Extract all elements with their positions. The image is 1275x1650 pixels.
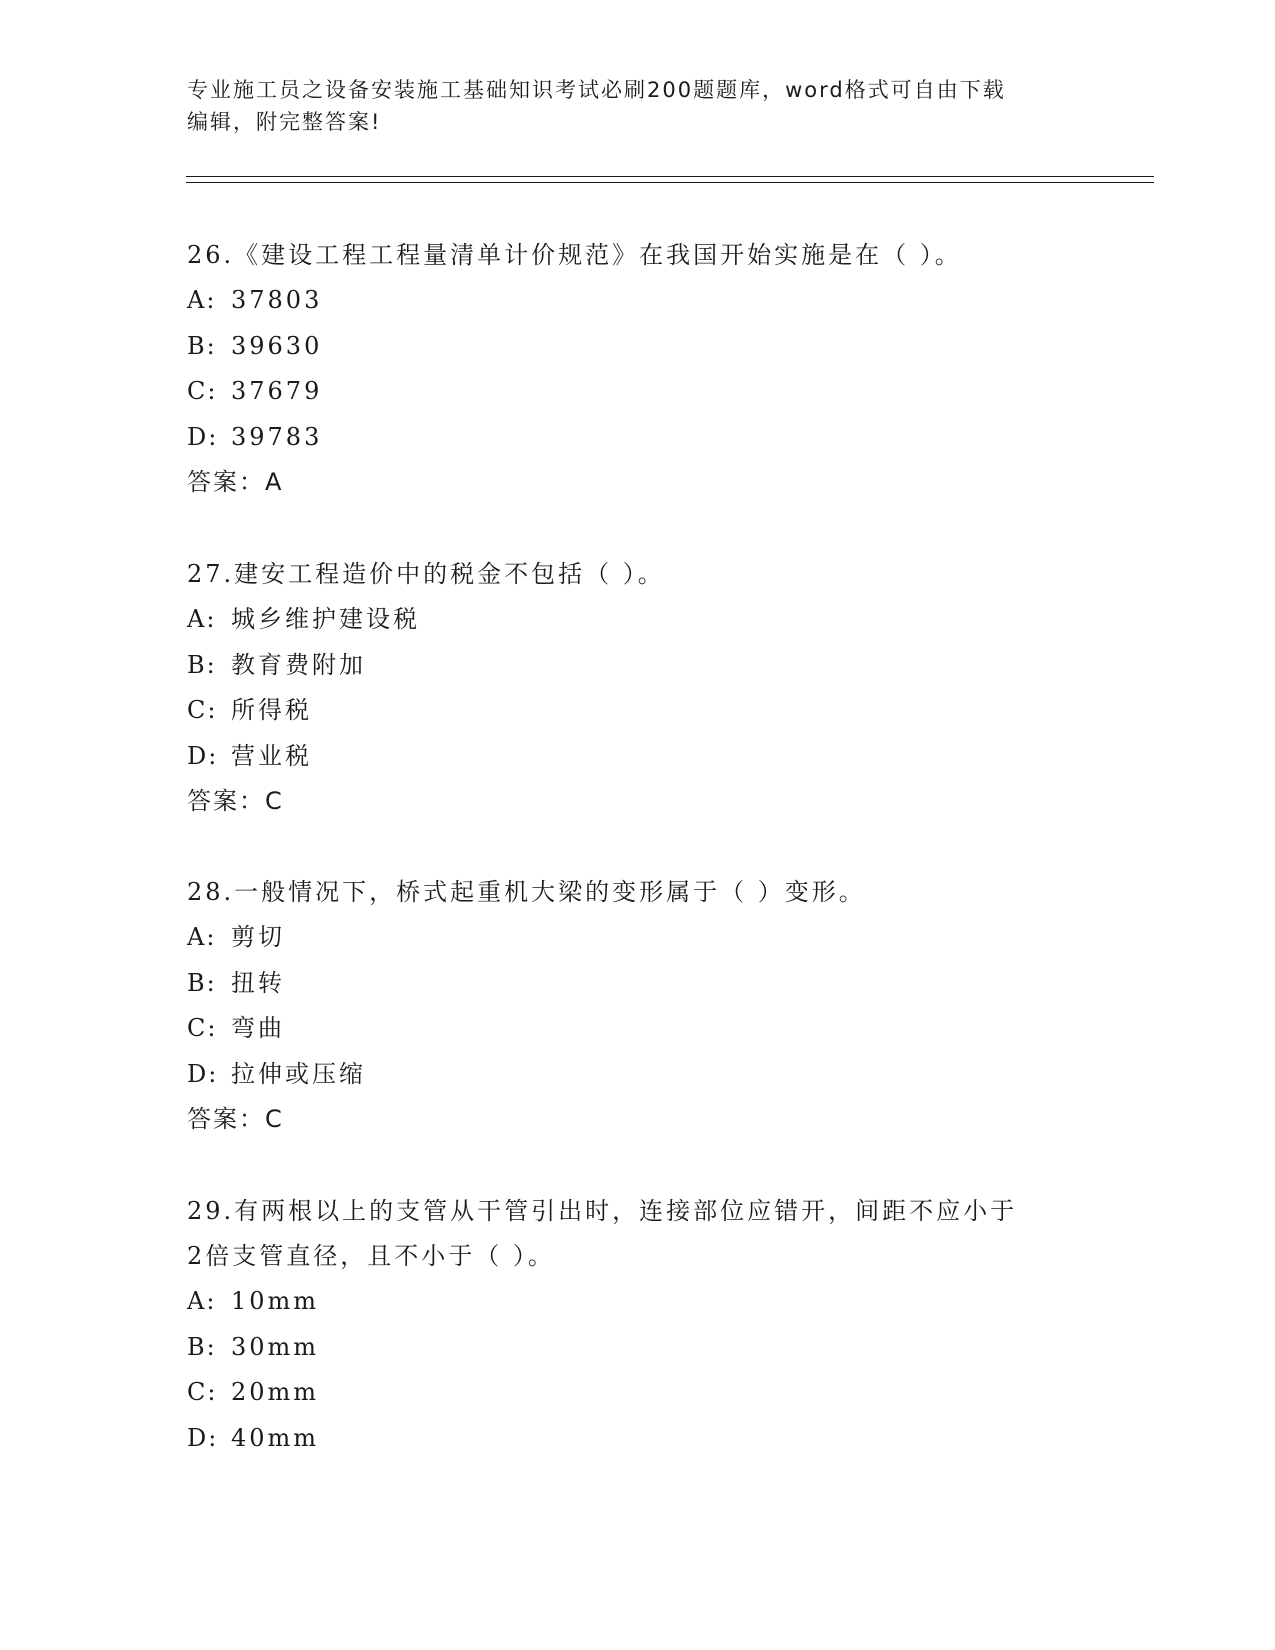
option-text: 拉伸或压缩: [231, 1059, 366, 1088]
option-text: 剪切: [231, 923, 285, 951]
answer-line: 答案：A: [187, 468, 284, 496]
option-letter: D:: [187, 1059, 219, 1088]
option-text: 教育费附加: [231, 650, 366, 679]
option-letter: B:: [187, 331, 217, 360]
option-letter: D:: [187, 1423, 219, 1452]
question-stem: 26.《建设工程工程量清单计价规范》在我国开始实施是在（ ）。: [187, 241, 962, 269]
option-a: [187, 915, 1087, 961]
option-text: 20mm: [231, 1378, 320, 1406]
question-29: [187, 1189, 1087, 1461]
option-a: [187, 597, 1087, 643]
option-letter: A:: [187, 286, 217, 314]
option-letter: A:: [187, 1287, 217, 1315]
answer-line: 答案：C: [187, 1105, 284, 1133]
option-text: 所得税: [231, 696, 312, 724]
option-text: 40mm: [231, 1423, 320, 1452]
option-text: 10mm: [231, 1287, 320, 1315]
option-text: 扭转: [231, 968, 285, 997]
option-a: [187, 1279, 1087, 1325]
option-letter: B:: [187, 650, 217, 679]
option-d: [187, 415, 1087, 461]
option-letter: A:: [187, 923, 217, 951]
option-letter: D:: [187, 422, 219, 451]
option-letter: B:: [187, 1332, 217, 1361]
option-letter: C:: [187, 377, 218, 405]
option-b: [187, 643, 1087, 689]
option-d: [187, 1052, 1087, 1098]
option-letter: D:: [187, 741, 219, 770]
option-letter: A:: [187, 605, 217, 633]
option-d: [187, 1416, 1087, 1462]
option-text: 营业税: [231, 741, 312, 770]
option-a: [187, 278, 1087, 324]
option-letter: C:: [187, 1378, 218, 1406]
option-text: 37679: [231, 377, 323, 405]
option-text: 39630: [231, 331, 323, 360]
option-text: 城乡维护建设税: [231, 605, 420, 633]
header-line-2: 编辑，附完整答案!: [187, 110, 382, 134]
option-b: [187, 1325, 1087, 1371]
option-letter: B:: [187, 968, 217, 997]
question-26: [187, 233, 1087, 505]
option-text: 37803: [231, 286, 323, 314]
option-letter: C:: [187, 1014, 218, 1042]
question-stem: 29.有两根以上的支管从干管引出时，连接部位应错开，间距不应小于: [187, 1197, 1018, 1225]
header-divider-bottom: [186, 182, 1154, 183]
question-stem-continued: 2倍支管直径，且不小于（ ）。: [187, 1242, 555, 1270]
option-text: 39783: [231, 422, 323, 451]
answer-line: 答案：C: [187, 787, 284, 815]
header-line-1: 专业施工员之设备安装施工基础知识考试必刷200题题库，word格式可自由下载: [187, 78, 1006, 102]
option-text: 30mm: [231, 1332, 320, 1361]
question-stem: 28.一般情况下，桥式起重机大梁的变形属于（ ）变形。: [187, 878, 866, 906]
question-28: [187, 870, 1087, 1142]
option-letter: C:: [187, 696, 218, 724]
option-c: [187, 1006, 1087, 1052]
option-c: [187, 688, 1087, 734]
header-divider-top: [186, 176, 1154, 177]
option-d: [187, 734, 1087, 780]
option-c: [187, 369, 1087, 415]
document-header: [187, 74, 1087, 138]
option-b: [187, 324, 1087, 370]
option-b: [187, 961, 1087, 1007]
question-stem: 27.建安工程造价中的税金不包括（ ）。: [187, 560, 665, 588]
option-text: 弯曲: [231, 1014, 285, 1042]
question-27: [187, 552, 1087, 824]
option-c: [187, 1370, 1087, 1416]
